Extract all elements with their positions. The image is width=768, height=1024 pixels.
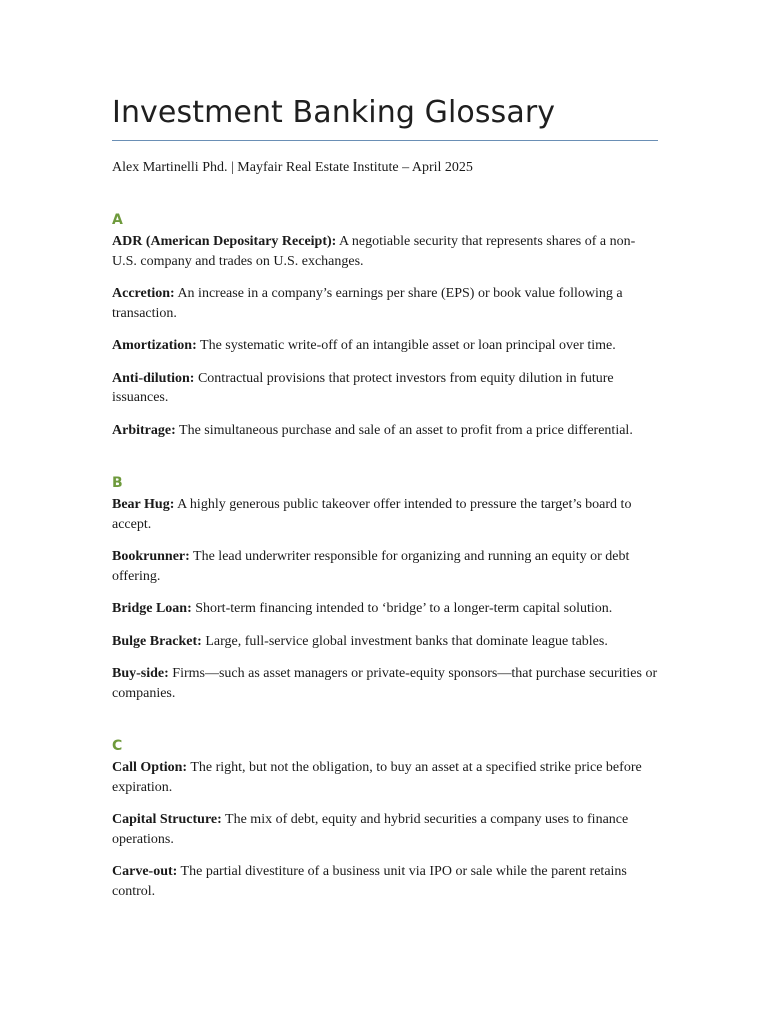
- entry-definition: The simultaneous purchase and sale of an asset to profit from a price differential.: [175, 422, 633, 438]
- entry-definition: Short-term financing intended to ‘bridge’ to a longer-term capital solution.: [191, 601, 613, 616]
- entry-term: Carve-out:: [112, 864, 178, 879]
- glossary-entry: [112, 284, 658, 323]
- entry-term: Bridge Loan:: [112, 601, 192, 616]
- entry-definition: Large, full-service global investment banks that dominate league tables.: [201, 633, 608, 649]
- glossary-entry: [112, 232, 658, 271]
- glossary-entry: [112, 862, 658, 901]
- entry-term: ADR (American Depositary Receipt):: [112, 234, 337, 249]
- document-title: Investment Banking Glossary: [112, 92, 658, 141]
- entry-definition: The right, but not the obligation, to buy an asset at a specified strike price before expiration.: [112, 760, 642, 795]
- glossary-entry: [112, 336, 658, 356]
- entry-term: Bear Hug:: [112, 497, 175, 512]
- entry-definition: Contractual provisions that protect investors from equity dilution in future issuances.: [112, 370, 614, 405]
- glossary-entry: [112, 369, 658, 408]
- entry-term: Accretion:: [112, 286, 175, 301]
- glossary-entry: [112, 421, 658, 441]
- entry-definition: The mix of debt, equity and hybrid securities a company uses to finance operations.: [112, 812, 629, 847]
- entry-term: Anti-dilution:: [112, 370, 195, 386]
- entry-term: Call Option:: [112, 760, 188, 775]
- glossary-section-a: [112, 211, 658, 440]
- entry-term: Buy-side:: [112, 666, 169, 681]
- entry-definition: The systematic write-off of an intangible asset or loan principal over time.: [196, 338, 616, 353]
- section-letter: C: [112, 738, 123, 754]
- glossary-entry: [112, 547, 658, 586]
- entry-definition: A highly generous public takeover offer intended to pressure the target’s board to accept.: [112, 497, 632, 532]
- glossary-entry: [112, 599, 658, 619]
- document-page: [112, 92, 658, 914]
- entry-term: Amortization:: [112, 338, 197, 353]
- entry-definition: The partial divestiture of a business unit via IPO or sale while the parent retains control.: [112, 864, 627, 899]
- glossary-entry: [112, 632, 658, 652]
- entry-definition: A negotiable security that represents shares of a non-U.S. company and trades on U.S. exchanges.: [112, 234, 636, 269]
- entry-term: Arbitrage:: [112, 422, 176, 438]
- entry-term: Bookrunner:: [112, 549, 190, 564]
- glossary-entry: [112, 495, 658, 534]
- entry-definition: The lead underwriter responsible for organizing and running an equity or debt offering.: [112, 549, 630, 584]
- section-letter: B: [112, 475, 123, 491]
- entry-definition: An increase in a company’s earnings per share (EPS) or book value following a transaction.: [112, 286, 623, 321]
- glossary-section-c: [112, 737, 658, 901]
- entry-term: Bulge Bracket:: [112, 633, 202, 649]
- glossary-entry: [112, 664, 658, 703]
- section-letter: A: [112, 212, 123, 228]
- glossary-entry: [112, 810, 658, 849]
- glossary-entry: [112, 758, 658, 797]
- author-byline: Alex Martinelli Phd. | Mayfair Real Estate Institute – April 2025: [112, 160, 473, 175]
- entry-definition: Firms—such as asset managers or private-equity sponsors—that purchase securities or companies.: [112, 666, 658, 701]
- entry-term: Capital Structure:: [112, 812, 222, 827]
- glossary-section-b: [112, 474, 658, 703]
